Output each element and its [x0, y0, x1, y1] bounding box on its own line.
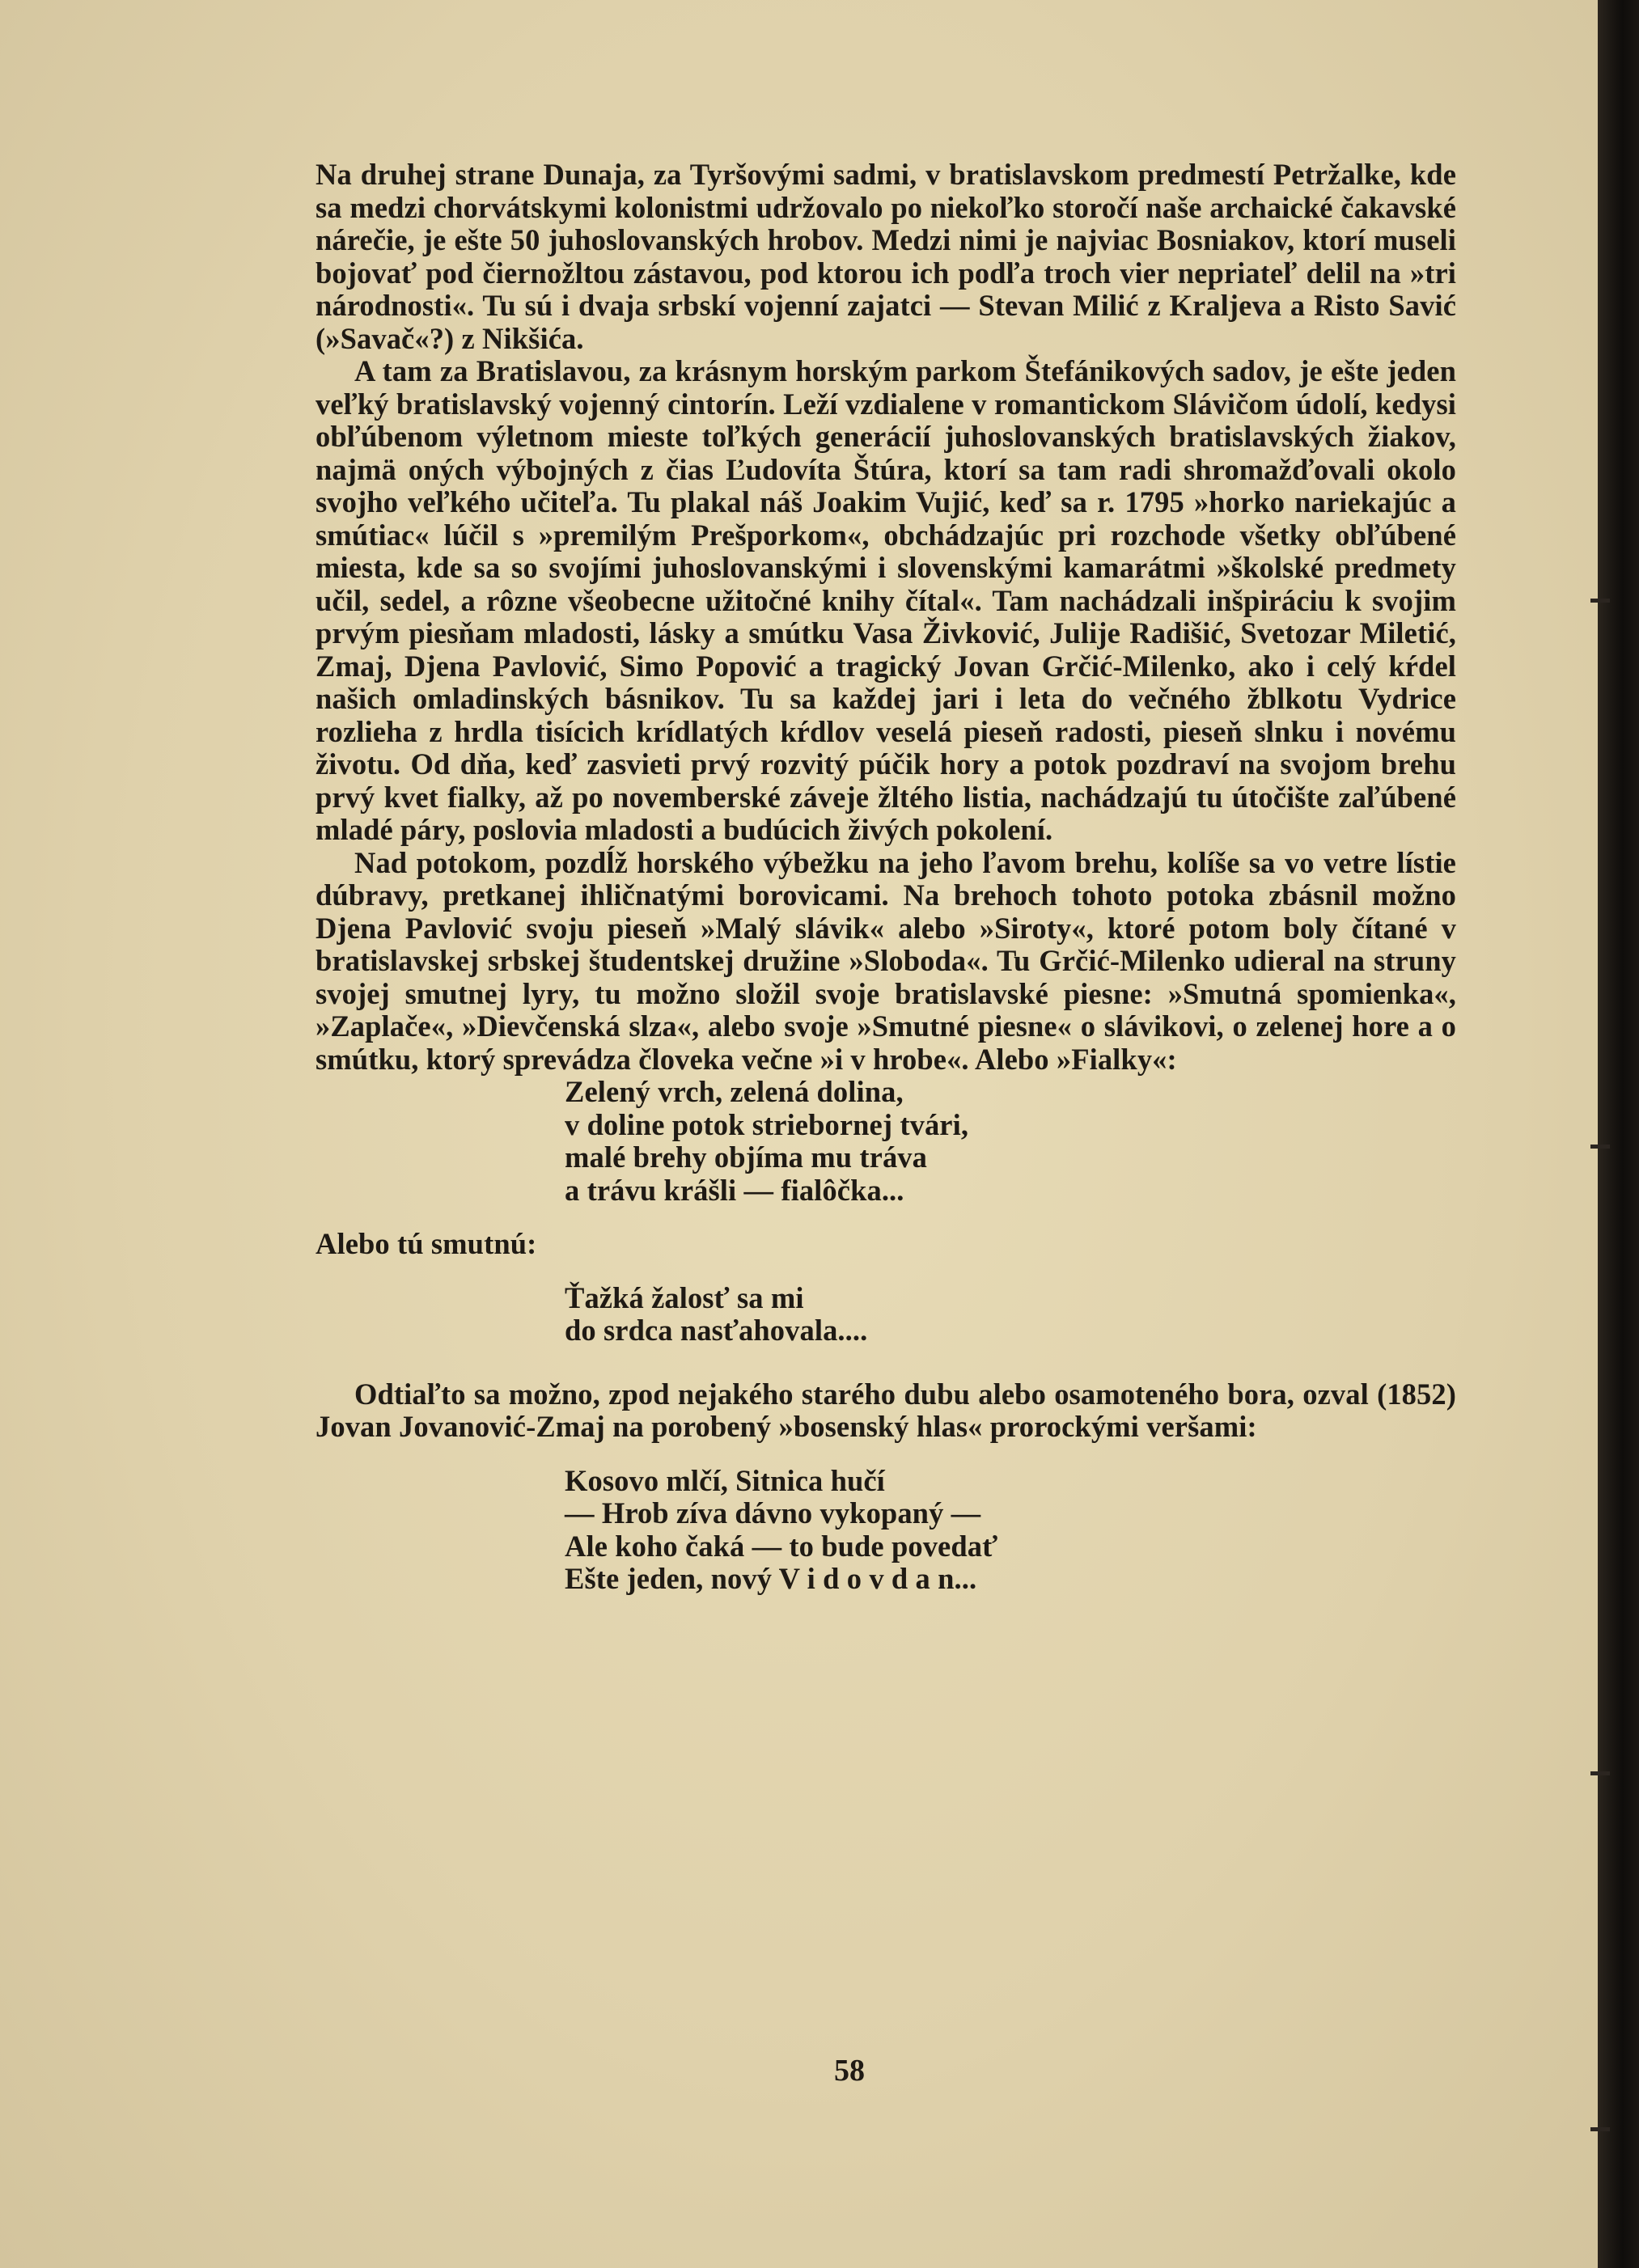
- verse-line: — Hrob zíva dávno vykopaný —: [565, 1496, 981, 1530]
- edge-mark: [1590, 2127, 1610, 2131]
- paragraph-3: Nad potokom, pozdĺž horského výbežku na jeho ľavom brehu, kolíše sa vo vetre lístie dúbravy, pretkanej ihličnatými borovicami. Na brehoch tohoto potoka zbásnil možno Djena Pavlović svoju pieseň »Malý slávik« alebo »Siroty«, ktoré potom boly čítané v bratislavskej srbskej študentskej družine »Sloboda«. Tu Grčić-Milenko udieral na struny svojej smutnej lyry, tu možno složil svoje bratislavské piesne: »Smutná spomienka«, »Zaplače«, »Dievčenská slza«, alebo svoje »Smutné piesne« o slávikovi, o zelenej hore a o smútku, ktorý sprevádza človeka večne »i v hrobe«. Alebo »Fialky«:: [316, 845, 1456, 1076]
- paragraph-2: A tam za Bratislavou, za krásnym horským parkom Štefánikových sadov, je ešte jeden veľký bratislavský vojenný cintorín. Leží vzdialene v romantickom Slávičom údolí, kedysi obľúbenom výletnom mieste toľkých generácií juhoslovanských bratislavských žiakov, najmä oných výbojných z čias Ľudovíta Štúra, ktorí sa tam radi shromažďovali okolo svojho veľkého učiteľa. Tu plakal náš Joakim Vujić, keď sa r. 1795 »horko nariekajúc a smútiac« lúčil s »premilým Prešporkom«, obchádzajúc pri rozchode všetky obľúbené miesta, kde sa so svojími juhoslovanskými i slovenskými kamarátmi »školské predmety učil, sedel, a rôzne všeobecne užitočné knihy čítal«. Tam nachádzali inšpiráciu k svojim prvým piesňam mladosti, lásky a smútku Vasa Živković, Julije Radišić, Svetozar Miletić, Zmaj, Djena Pavlović, Simo Popović a tragický Jovan Grčić-Milenko, ako i celý kŕdel našich omladinských básnikov. Tu sa každej jari i leta do večného žblkotu Vydrice rozlieha z hrdla tisícich krídlatých kŕdlov veselá pieseň radosti, pieseň slnku i novému životu. Od dňa, keď zasvieti prvý rozvitý púčik hory a potok pozdraví na svojom brehu prvý kvet fialky, až po novemberské záveje žltého listia, nachádzajú tu útočište zaľúbené mladé páry, poslovia mladosti a budúcich živých pokolení.: [316, 354, 1456, 846]
- verse-line: malé brehy objíma mu tráva: [565, 1140, 927, 1174]
- verse-line: v doline potok striebornej tvári,: [565, 1107, 969, 1141]
- verse-zmaj: [316, 1465, 1456, 1596]
- page-body: [316, 159, 1456, 1596]
- verse-line: Kosovo mlčí, Sitnica hučí: [565, 1463, 885, 1497]
- paragraph-1: Na druhej strane Dunaja, za Tyršovými sadmi, v bratislavskom predmestí Petržalke, kde sa medzi chorvátskymi kolonistmi udržovalo po niekoľko storočí naše archaické čakavské nárečie, je ešte 50 juhoslovanských hrobov. Medzi nimi je najviac Bosniakov, ktorí museli bojovať pod čiernožltou zástavou, pod ktorou ich podľa troch vier nepriateľ delil na »tri národnosti«. Tu sú i dvaja srbskí vojenní zajatci — Stevan Milić z Kraljeva a Risto Savić (»Savač«?) z Nikšića.: [316, 158, 1456, 355]
- book-binding-edge: [1598, 0, 1639, 2268]
- verse-line: Zelený vrch, zelená dolina,: [565, 1075, 904, 1108]
- edge-mark: [1590, 1145, 1610, 1149]
- paragraph-4: Odtiaľto sa možno, zpod nejakého starého dubu alebo osamoteného bora, ozval (1852) Jovan Jovanović-Zmaj na porobený »bosenský hlas« prorockými veršami:: [316, 1377, 1456, 1443]
- verse-line: do srdca nasťahovala....: [565, 1314, 868, 1347]
- verse-smutna: [316, 1282, 1456, 1348]
- verse-line: Ale koho čaká — to bude povedať: [565, 1529, 998, 1563]
- verse-line: a trávu krášli — fialôčka...: [565, 1173, 904, 1207]
- verse-line: Ešte jeden, nový V i d o v d a n...: [565, 1562, 977, 1595]
- edge-mark: [1590, 1771, 1610, 1775]
- verse-fialky: [316, 1076, 1456, 1207]
- edge-mark: [1590, 599, 1610, 603]
- verse-intro: Alebo tú smutnú:: [316, 1227, 537, 1260]
- page-number: 58: [834, 2054, 865, 2088]
- verse-line: Ťažká žalosť sa mi: [565, 1280, 804, 1314]
